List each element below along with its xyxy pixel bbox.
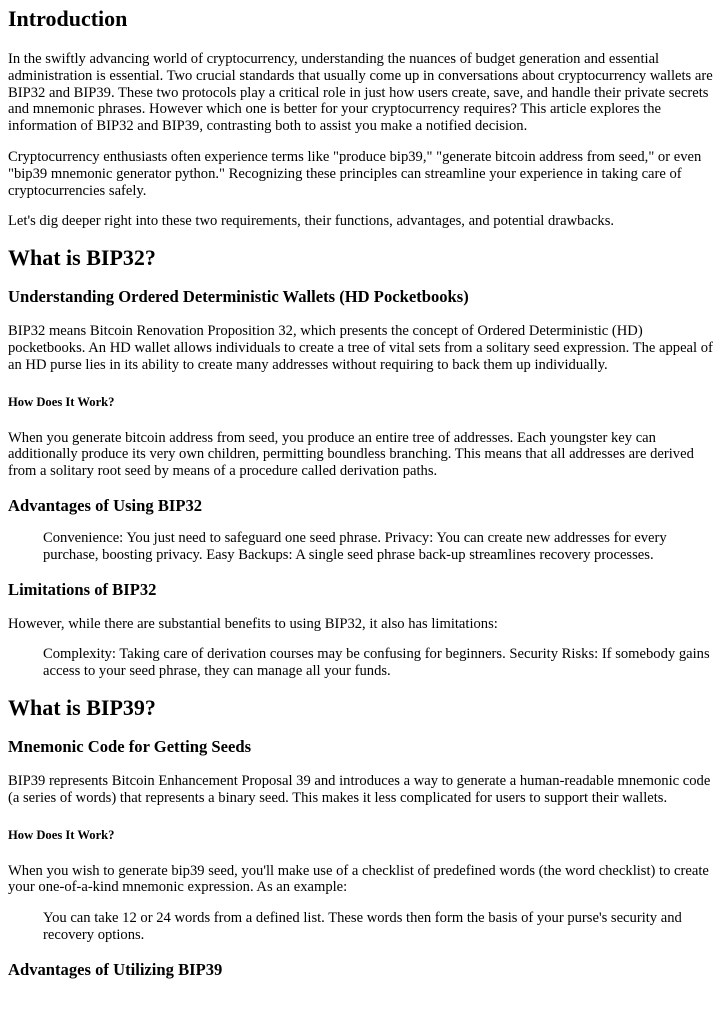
bip32-advantages-heading: Advantages of Using BIP32 xyxy=(8,495,203,515)
bip39-advantages-heading: Advantages of Utilizing BIP39 xyxy=(8,959,223,979)
bip39-example-quote: You can take 12 or 24 words from a defined list. These words then form the basis of your purse's security and recovery options. xyxy=(43,910,682,943)
article xyxy=(0,6,720,980)
introduction-paragraph-2: Cryptocurrency enthusiasts often experience terms like "produce bip39," "generate bitcoin address from seed," or even "bip39 mnemonic generator python." Recognizing these principles can streamline your experience in taking care of cryptocurrencies safely. xyxy=(8,148,702,199)
bip39-how-heading: How Does It Work? xyxy=(8,827,115,842)
introduction-paragraph-1: In the swiftly advancing world of cryptocurrency, understanding the nuances of budget generation and essential administration is essential. Two crucial standards that usually come up in conversations about cryptocurrency wallets are BIP32 and BIP39. These two protocols play a critical role in just how users create, save, and handle their private secrets and mnemonic phrases. However which one is better for your cryptocurrency requires? This article explores the information of BIP32 and BIP39, contrasting both to assist you make a notified decision. xyxy=(8,51,713,135)
introduction-paragraph-3: Let's dig deeper right into these two requirements, their functions, advantages, and potential drawbacks. xyxy=(8,213,615,230)
bip39-heading: What is BIP39? xyxy=(8,694,156,720)
bip32-how-heading: How Does It Work? xyxy=(8,394,115,409)
bip32-limitations-heading: Limitations of BIP32 xyxy=(8,579,157,599)
bip32-limitations-quote: Complexity: Taking care of derivation courses may be confusing for beginners. Security Risks: If somebody gains access to your seed phrase, they can manage all your funds. xyxy=(43,646,710,680)
bip32-advantages-quote: Convenience: You just need to safeguard one seed phrase. Privacy: You can create new addresses for every purchase, boosting privacy. Easy Backups: A single seed phrase back-up streamlines recovery processes. xyxy=(43,529,667,563)
bip39-how-paragraph: When you wish to generate bip39 seed, you'll make use of a checklist of predefined words (the word checklist) to create your one-of-a-kind mnemonic expression. As an example: xyxy=(8,862,709,896)
bip32-heading: What is BIP32? xyxy=(8,245,156,271)
bip32-subheading: Understanding Ordered Deterministic Wallets (HD Pocketbooks) xyxy=(8,287,469,307)
bip39-subheading: Mnemonic Code for Getting Seeds xyxy=(8,736,252,756)
bip32-intro-paragraph: BIP32 means Bitcoin Renovation Proposition 32, which presents the concept of Ordered Deterministic (HD) pocketbooks. An HD wallet allows individuals to create a tree of vital sets from a solitary seed expression. The appeal of an HD purse lies in its ability to create many addresses without requiring to back them up individually. xyxy=(8,323,713,373)
bip39-intro-paragraph: BIP39 represents Bitcoin Enhancement Proposal 39 and introduces a way to generate a human-readable mnemonic code (a series of words) that represents a binary seed. This makes it less complicated for users to support their wallets. xyxy=(8,772,711,806)
bip32-limitations-intro: However, while there are substantial benefits to using BIP32, it also has limitations: xyxy=(8,615,498,632)
introduction-heading: Introduction xyxy=(8,6,128,31)
bip32-how-paragraph: When you generate bitcoin address from seed, you produce an entire tree of addresses. Each youngster key can additionally produce its very own children, permitting boundless branching. This means that all addresses are derived from a solitary root seed by means of a procedure called derivation paths. xyxy=(8,429,694,480)
